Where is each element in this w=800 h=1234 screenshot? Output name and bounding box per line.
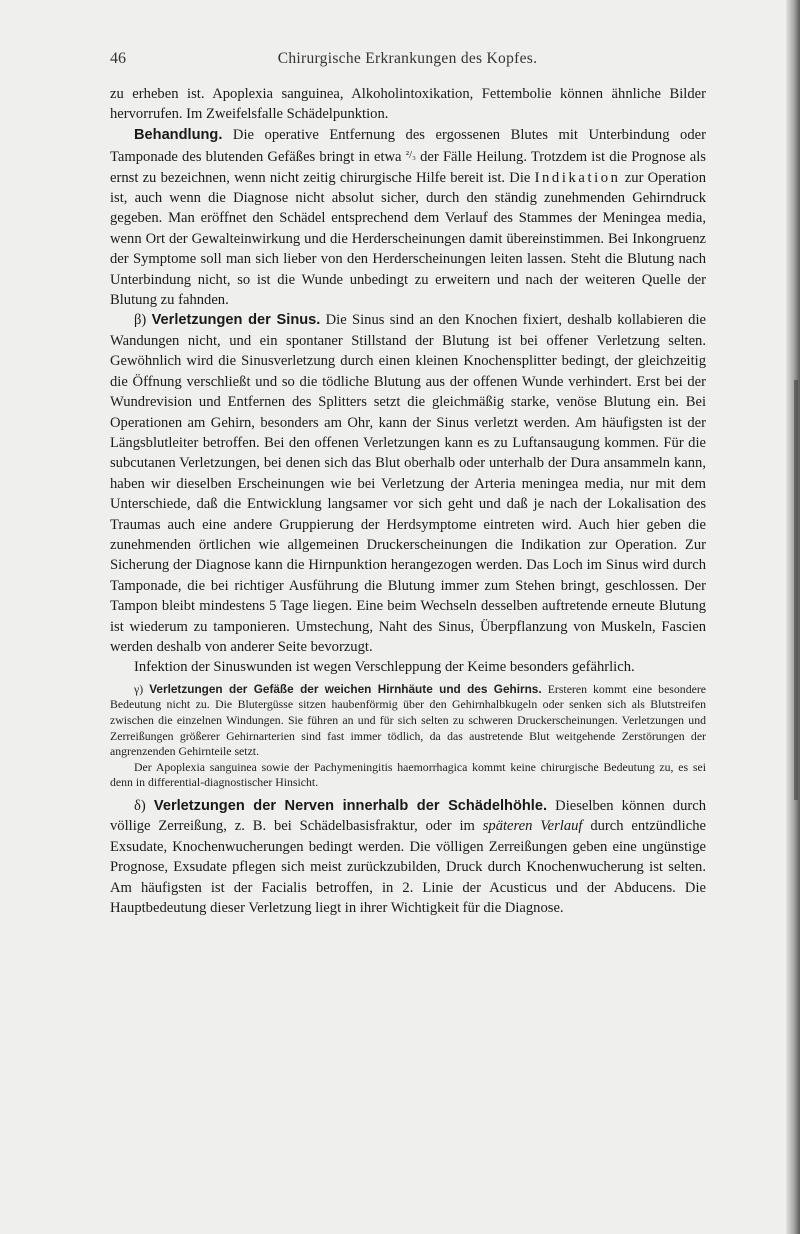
small-paragraph-vessels xyxy=(110,682,706,760)
sinus-heading: Verletzungen der Sinus. xyxy=(151,312,321,329)
page-edge-dark-strip xyxy=(794,380,798,800)
paragraph-intro-text: zu erheben ist. Apoplexia sanguinea, Alkoholintoxikation, Fettembolie können ähnliche Bilder hervorrufen. Im Zweifelsfalle Schädelpunktion. xyxy=(110,86,706,123)
paragraph-nerves xyxy=(110,796,706,918)
nerves-italic: späteren Verlauf xyxy=(482,818,583,835)
treatment-fraction: ²/₃ xyxy=(405,149,416,162)
running-title: Chirurgische Erkrankungen des Kopfes. xyxy=(277,50,538,67)
treatment-text-a: Die operative Entfernung des ergossenen Blutes mit Unterbindung oder Tamponade des blutenden Gefäßes bringt in etwa xyxy=(110,126,706,166)
nerves-text-b: durch entzündliche Exsudate, Knochenwucherungen bedingt werden. Die völligen Zerreißungen geben eine ungünstige Prognose, Exsudate pflegen sich meist zurückzubilden, Druck durch Knochenwucherung ist selten. Am häufigsten ist der Facialis betroffen, in 2. Linie der Acusticus und der Abducens. Die Hauptbedeutung dieser Verletzung liegt in ihrer Wichtigkeit für die Diagnose. xyxy=(110,818,706,916)
treatment-spaced-term: Indikation xyxy=(534,169,621,186)
infection-text: Infektion der Sinuswunden ist wegen Verschleppung der Keime besonders gefährlich. xyxy=(134,659,635,676)
nerves-heading: Verletzungen der Nerven innerhalb der Schädelhöhle. xyxy=(153,797,548,814)
nerves-text-a: Dieselben können durch völlige Zerreißung, z. B. bei Schädelbasisfraktur, oder im xyxy=(110,797,706,835)
page-header xyxy=(110,50,705,72)
paragraph-intro xyxy=(110,84,706,125)
page-number: 46 xyxy=(110,50,126,67)
apoplexia-text: Der Apoplexia sanguinea sowie der Pachymeningitis haemorrhagica kommt keine chirurgische Bedeutung zu, es sei denn in differential-diagnostischer Hinsicht. xyxy=(110,759,706,790)
treatment-text-b: der Fälle Heilung. Trotzdem ist die Prognose als ernst zu bezeichnen, wenn nicht zeitig chirurgische Hilfe bereit ist. Die xyxy=(110,149,706,186)
sinus-text: Die Sinus sind an den Knochen fixiert, deshalb kollabieren die Wandungen nicht, und ein spontaner Stillstand der Blutung ist bei offener Verletzung selten. Gewöhnlich wird die Sinusverletzung durch einen kleinen Knochensplitter bedingt, der gleichzeitig die Öffnung verschließt und so die tödliche Blutung aus der offenen Wunde verhindert. Erst bei der Wundrevision und Entfernen des Splitters setzt die gleichmäßig starke, venöse Blutung ein. Bei Operationen am Gehirn, besonders am Ohr, kann der Sinus verletzt werden. Am häufigsten ist der Längsblutleiter betroffen. Bei den offenen Verletzungen kann es zu Luftansaugung kommen. Für die subcutanen Verletzungen, bei denen sich das Blut oberhalb oder unterhalb der Dura ansammeln kann, haben wir dieselben Erscheinungen wie bei Verletzung der Arteria meningea media, nur mit dem Unterschiede, daß die Entwicklung langsamer vor sich geht und daß je nach der Lokalisation des Traumas auch eine andere Gruppierung der Herdsymptome eintreten wird. Auch hier geben die zunehmenden örtlichen wie allgemeinen Druckerscheinungen die Indikation zur Operation. Zur Sicherung der Diagnose kann die Hirnpunktion herangezogen werden. Das Loch im Sinus wird durch Tamponade, die bei richtiger Ausführung die Blutung immer zum Stehen bringt, geschlossen. Der Tampon bleibt mindestens 5 Tage liegen. Eine beim Wechseln desselben auftretende erneute Blutung ist wiederum zu tamponieren. Umstechung, Naht des Sinus, Überpflanzung von Muskeln, Fascien werden deshalb von anderer Seite bevorzugt. xyxy=(110,312,706,655)
page-body xyxy=(110,84,706,918)
paragraph-sinus xyxy=(110,310,706,657)
treatment-text-c: zur Operation ist, auch wenn die Diagnose nicht absolut sicher, durch den ständig zunehmenden Gehirndruck gegeben. Man eröffnet den Schädel entsprechend dem Verlauf des Stammes der Meningea media, wenn Ort der Gewalteinwirkung und die Herderscheinungen damit übereinstimmen. Bei Inkongruenz der Symptome soll man sich lieber von den Herderscheinungen leiten lassen. Steht die Blutung nach Unterbindung nicht, so ist die Wunde unbedingt zu erweitern und nach der weiteren Quelle der Blutung zu fahnden. xyxy=(110,169,706,309)
paragraph-infection xyxy=(110,657,706,677)
nerves-marker: δ) xyxy=(134,797,146,814)
vessels-heading: Verletzungen der Gefäße der weichen Hirnhäute und des Gehirns. xyxy=(149,681,542,696)
treatment-heading: Behandlung. xyxy=(134,126,223,143)
vessels-text: Ersteren kommt eine besondere Bedeutung nicht zu. Die Blutergüsse sitzen haubenförmig über den Gehirnhalbkugeln oder senken sich als Blutstreifen zwischen die einzelnen Windungen. Sie führen an und für sich selten zu schweren Druckerscheinungen. Verletzungen und Zerreißungen größerer Gehirnarterien sind fast immer tödlich, da das austretende Blut weitgehende Zerstörungen der angrenzenden Gehirnteile setzt. xyxy=(110,681,706,759)
paragraph-treatment xyxy=(110,125,706,311)
sinus-marker: β) xyxy=(134,312,147,329)
vessels-marker: γ) xyxy=(134,681,144,696)
small-paragraph-apoplexia xyxy=(110,760,706,791)
